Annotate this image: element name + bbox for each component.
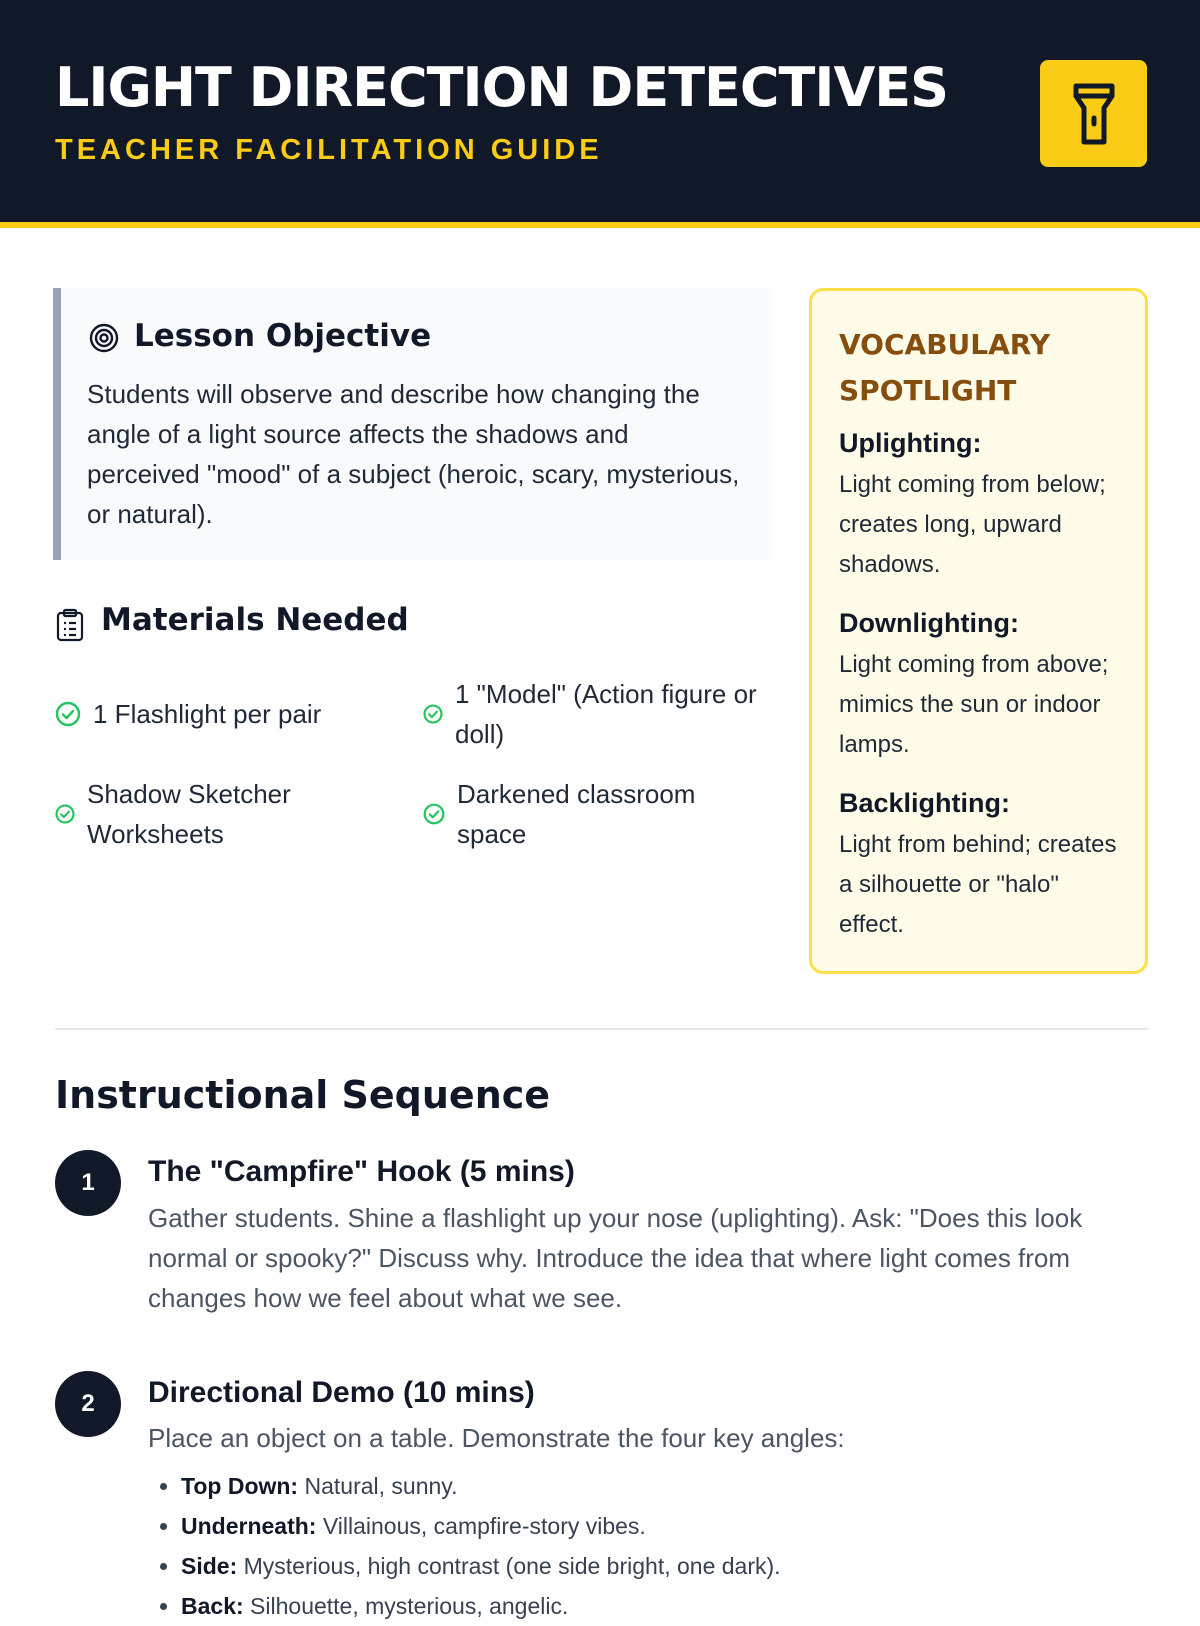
lesson-objective-text: Students will observe and describe how changing the angle of a light source affects the shadows and perceived "mood" of a subject (heroic, scary, mysterious, or natural). [87, 379, 740, 529]
materials-item [55, 694, 385, 734]
vocab-term: Downlighting: [839, 608, 1019, 638]
vocab-term: Uplighting: [839, 428, 982, 458]
angle-text: Silhouette, mysterious, angelic. [250, 1593, 569, 1619]
check-circle-icon [423, 803, 445, 825]
check-circle-icon [423, 704, 443, 724]
materials-item [423, 674, 763, 754]
angle-list-item [181, 1466, 1171, 1506]
step-title: Directional Demo (10 mins) [148, 1376, 535, 1409]
step-description: Place an object on a table. Demonstrate the four key angles: [148, 1423, 845, 1453]
check-circle-icon [55, 804, 75, 824]
materials-item-text: Shadow Sketcher Worksheets [87, 779, 291, 849]
step-number-badge: 1 [55, 1150, 121, 1216]
materials-heading: Materials Needed [101, 602, 409, 638]
target-icon [88, 322, 120, 354]
step-number-badge: 2 [55, 1371, 121, 1437]
angle-label: Underneath: [181, 1513, 317, 1539]
page-header [0, 0, 1200, 228]
angle-label: Top Down: [181, 1473, 299, 1499]
materials-item [55, 774, 385, 854]
angle-text: Natural, sunny. [304, 1473, 458, 1499]
header-icon-tile [1040, 60, 1147, 167]
materials-item-text: 1 Flashlight per pair [93, 699, 322, 729]
flashlight-icon [1070, 82, 1118, 146]
section-divider [55, 1028, 1148, 1030]
angle-text: Mysterious, high contrast (one side bright, one dark). [243, 1553, 781, 1579]
angle-list-item [181, 1506, 1171, 1546]
angle-list [148, 1466, 1171, 1626]
clipboard-icon [55, 608, 85, 642]
vocab-term: Backlighting: [839, 788, 1011, 818]
page-subtitle: TEACHER FACILITATION GUIDE [55, 134, 603, 166]
vocabulary-heading: VOCABULARY SPOTLIGHT [839, 328, 1051, 407]
materials-item-text: 1 "Model" (Action figure or doll) [455, 679, 757, 749]
angle-list-item [181, 1546, 1171, 1586]
angle-label: Back: [181, 1593, 244, 1619]
angle-text: Villainous, campfire-story vibes. [322, 1513, 646, 1539]
check-circle-icon [55, 701, 81, 727]
step-title: The "Campfire" Hook (5 mins) [148, 1155, 575, 1188]
materials-item-text: Darkened classroom space [457, 779, 696, 849]
vocab-definition: Light coming from below; creates long, upward shadows. [839, 471, 1106, 578]
materials-item [423, 774, 763, 854]
lesson-objective-heading: Lesson Objective [134, 318, 432, 354]
vocab-definition: Light from behind; creates a silhouette or "halo" effect. [839, 831, 1117, 938]
angle-list-item [181, 1586, 1171, 1626]
step-description: Gather students. Shine a flashlight up your nose (uplighting). Ask: "Does this look normal or spooky?" Discuss why. Introduce the idea that where light comes from changes how we feel about what we see. [148, 1203, 1083, 1313]
vocab-definition: Light coming from above; mimics the sun or indoor lamps. [839, 651, 1109, 758]
sequence-heading: Instructional Sequence [55, 1073, 551, 1117]
page-title: LIGHT DIRECTION DETECTIVES [55, 56, 949, 119]
angle-label: Side: [181, 1553, 238, 1579]
